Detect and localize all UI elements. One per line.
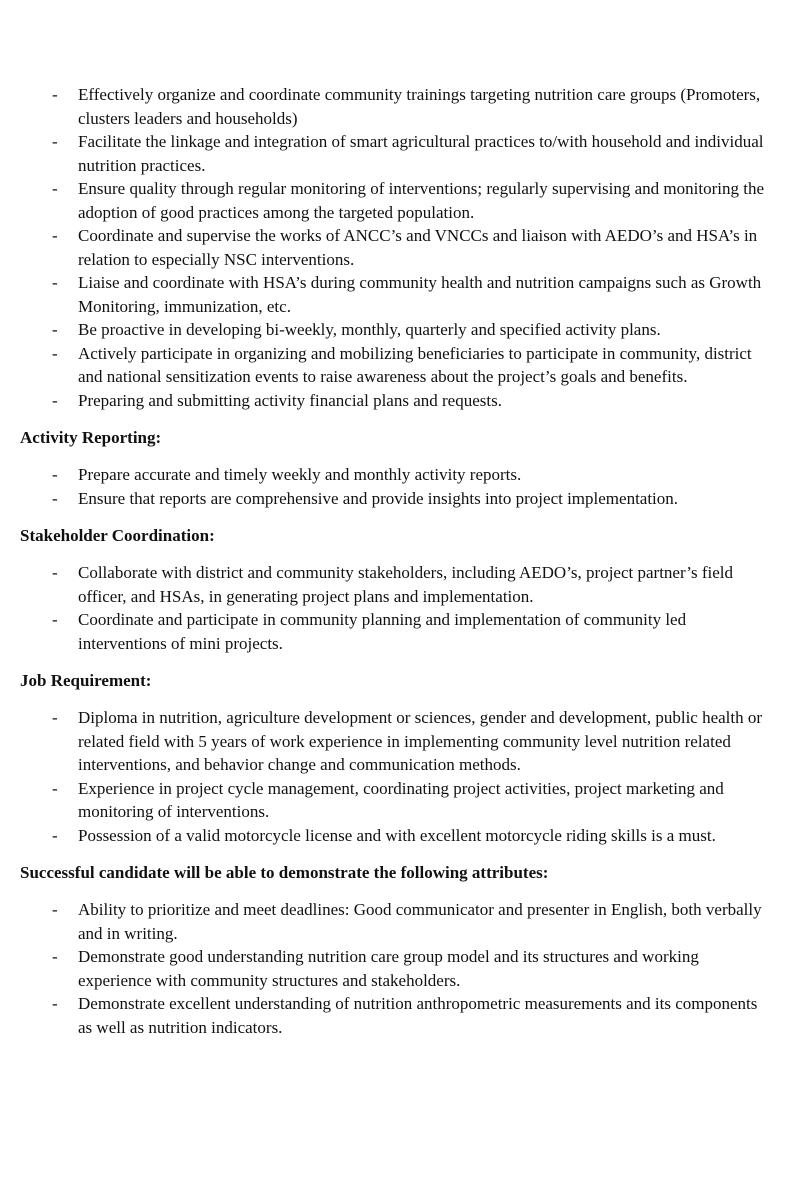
list-item	[20, 224, 770, 271]
bullet-dash: -	[52, 994, 58, 1013]
activity-reporting-list	[20, 463, 770, 510]
list-item-text: Coordinate and participate in community planning and implementation of community led interventions of mini projects.	[78, 610, 687, 653]
bullet-dash: -	[52, 488, 58, 508]
bullet-dash: -	[52, 273, 58, 292]
list-item-text: Demonstrate excellent understanding of nutrition anthropometric measurements and its components as well as nutrition indicators.	[78, 994, 758, 1037]
section-heading-attributes: Successful candidate will be able to demonstrate the following attributes:	[20, 863, 549, 882]
section-heading-activity-reporting: Activity Reporting:	[20, 428, 162, 447]
list-item-text: Demonstrate good understanding nutrition care group model and its structures and working experience with community structures and stakeholders.	[78, 947, 699, 990]
list-item-text: Be proactive in developing bi-weekly, monthly, quarterly and specified activity plans.	[78, 320, 661, 339]
bullet-dash: -	[52, 778, 58, 798]
bullet-dash: -	[52, 900, 58, 919]
list-item	[20, 824, 770, 848]
bullet-dash: -	[52, 320, 58, 339]
bullet-dash: -	[52, 708, 58, 727]
list-item-text: Ensure quality through regular monitoring of interventions; regularly supervising and monitoring the adoption of good practices among the targeted population.	[78, 179, 765, 222]
list-item	[20, 777, 770, 824]
list-item-text: Preparing and submitting activity financial plans and requests.	[78, 390, 502, 410]
list-item-text: Actively participate in organizing and mobilizing beneficiaries to participate in community, district and national sensitization events to raise awareness about the project’s goals and benefits.	[78, 343, 752, 386]
list-item-text: Diploma in nutrition, agriculture development or sciences, gender and development, public health or related field with 5 years of work experience in implementing community level nutrition related interventions, and behavior change and communication methods.	[78, 708, 763, 774]
list-item	[20, 342, 770, 389]
list-item-text: Coordinate and supervise the works of ANCC’s and VNCCs and liaison with AEDO’s and HSA’s in relation to especially NSC interventions.	[78, 226, 758, 269]
bullet-dash: -	[52, 563, 58, 582]
list-item-text: Facilitate the linkage and integration of smart agricultural practices to/with household and individual nutrition practices.	[78, 132, 764, 175]
list-item	[20, 608, 770, 655]
bullet-dash: -	[52, 85, 58, 104]
bullet-dash: -	[52, 825, 58, 845]
section-heading-stakeholder-coordination: Stakeholder Coordination:	[20, 526, 215, 545]
list-item	[20, 318, 770, 342]
bullet-dash: -	[52, 132, 58, 151]
list-item	[20, 561, 770, 608]
list-item	[20, 177, 770, 224]
list-item-text: Collaborate with district and community stakeholders, including AEDO’s, project partner’s field officer, and HSAs, in generating project plans and implementation.	[78, 563, 733, 606]
bullet-dash: -	[52, 179, 58, 198]
list-item	[20, 463, 770, 487]
list-item	[20, 389, 770, 413]
list-item	[20, 271, 770, 318]
list-item	[20, 83, 770, 130]
bullet-dash: -	[52, 465, 58, 484]
list-item	[20, 706, 770, 777]
bullet-dash: -	[52, 343, 58, 363]
list-item-text: Prepare accurate and timely weekly and monthly activity reports.	[78, 465, 522, 484]
list-item-text: Liaise and coordinate with HSA’s during community health and nutrition campaigns such as Growth Monitoring, immunization, etc.	[78, 273, 762, 316]
attributes-list	[20, 898, 770, 1039]
stakeholder-coordination-list	[20, 561, 770, 655]
list-item-text: Experience in project cycle management, coordinating project activities, project marketing and monitoring of interventions.	[78, 778, 724, 821]
list-item-text: Ensure that reports are comprehensive and provide insights into project implementation.	[78, 488, 679, 508]
list-item	[20, 487, 770, 511]
list-item-text: Possession of a valid motorcycle license and with excellent motorcycle riding skills is a must.	[78, 825, 716, 845]
list-item-text: Ability to prioritize and meet deadlines: Good communicator and presenter in English, both verbally and in writing.	[78, 900, 762, 943]
list-item	[20, 130, 770, 177]
list-item	[20, 898, 770, 945]
list-item	[20, 992, 770, 1039]
responsibilities-list	[20, 83, 770, 412]
bullet-dash: -	[52, 390, 58, 410]
job-requirement-list	[20, 706, 770, 847]
section-heading-job-requirement: Job Requirement:	[20, 671, 152, 690]
bullet-dash: -	[52, 226, 58, 245]
bullet-dash: -	[52, 947, 58, 966]
bullet-dash: -	[52, 610, 58, 629]
list-item	[20, 945, 770, 992]
list-item-text: Effectively organize and coordinate community trainings targeting nutrition care groups (Promoters, clusters leaders and households)	[78, 85, 761, 128]
